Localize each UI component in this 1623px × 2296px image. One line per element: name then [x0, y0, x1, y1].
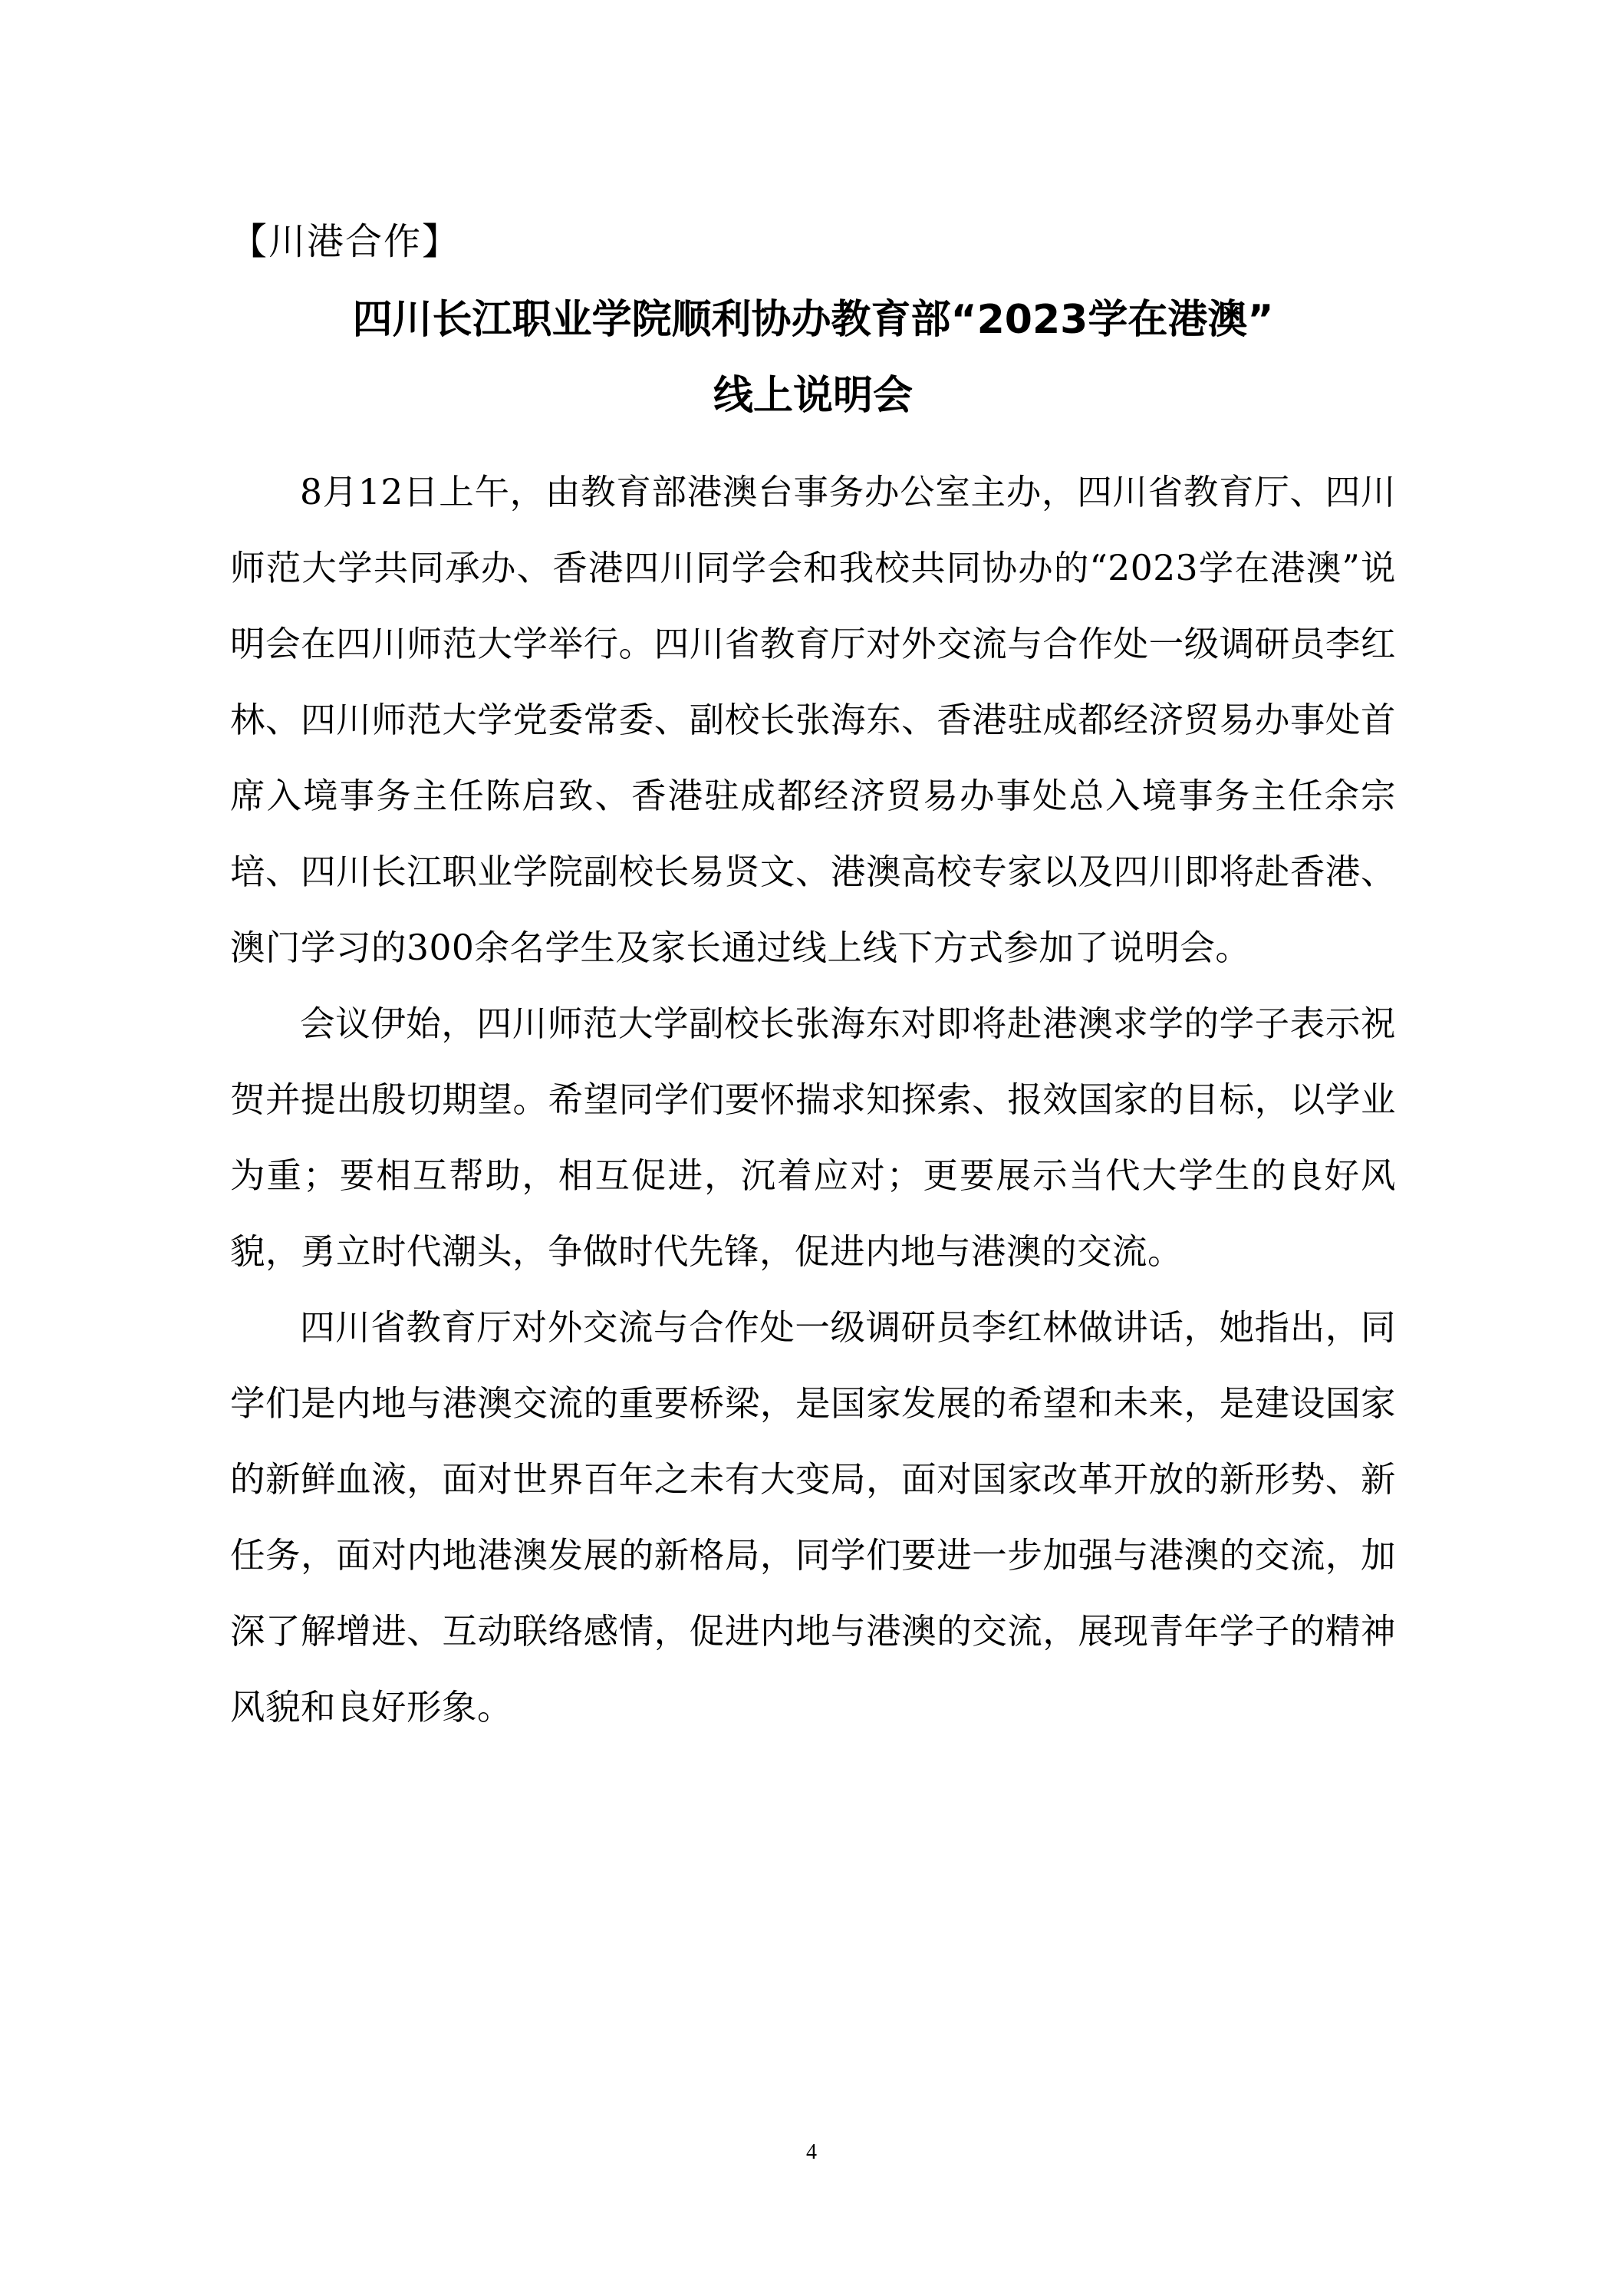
paragraph-3: 四川省教育厅对外交流与合作处一级调研员李红林做讲话，她指出，同学们是内地与港澳交流的重要桥梁，是国家发展的希望和未来，是建设国家的新鲜血液，面对世界百年之未有大变局，面对国家改革开放的新形势、新任务，面对内地港澳发展的新格局，同学们要进一步加强与港澳的交流，加深了解增进、互动联络感情，促进内地与港澳的交流，展现青年学子的精神风貌和良好形象。: [230, 1307, 1396, 1728]
paragraph-2: 会议伊始，四川师范大学副校长张海东对即将赴港澳求学的学子表示祝贺并提出殷切期望。希望同学们要怀揣求知探索、报效国家的目标，以学业为重；要相互帮助，相互促进，沉着应对；更要展示当代大学生的良好风貌，勇立时代潮头，争做时代先锋，促进内地与港澳的交流。: [230, 1003, 1396, 1272]
page-number: 4: [806, 2140, 817, 2164]
article-body: [230, 454, 1396, 1745]
section-tag: 【川港合作】: [230, 220, 461, 263]
paragraph-1: 8月12日上午，由教育部港澳台事务办公室主办，四川省教育厅、四川师范大学共同承办、香港四川同学会和我校共同协办的“2023学在港澳”说明会在四川师范大学举行。四川省教育厅对外交流与合作处一级调研员李红林、四川师范大学党委常委、副校长张海东、香港驻成都经济贸易办事处首席入境事务主任陈启致、香港驻成都经济贸易办事处总入境事务主任余宗培、四川长江职业学院副校长易贤文、港澳高校专家以及四川即将赴香港、澳门学习的300余名学生及家长通过线上线下方式参加了说明会。: [230, 472, 1396, 968]
article-title-line-2: 线上说明会: [713, 373, 913, 419]
article-title-line-1: 四川长江职业学院顺利协办教育部“2023学在港澳”: [352, 297, 1274, 343]
